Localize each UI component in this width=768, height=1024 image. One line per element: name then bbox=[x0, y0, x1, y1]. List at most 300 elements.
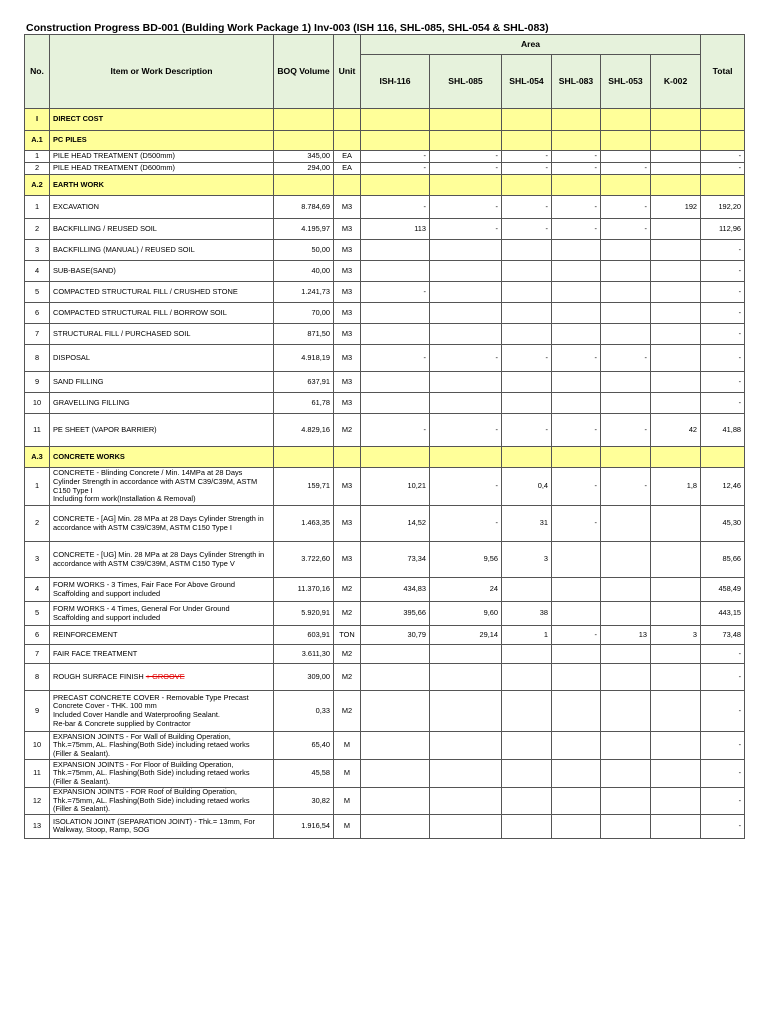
boq-volume: 4.918,19 bbox=[274, 345, 334, 372]
area-value bbox=[651, 240, 701, 261]
empty-cell bbox=[601, 109, 651, 131]
table-row bbox=[25, 196, 745, 219]
empty-cell bbox=[502, 109, 552, 131]
area-value: - bbox=[361, 163, 430, 175]
total-value: - bbox=[701, 261, 745, 282]
area-value bbox=[601, 814, 651, 838]
unit: M3 bbox=[334, 506, 361, 542]
unit: M3 bbox=[334, 393, 361, 414]
empty-cell bbox=[701, 109, 745, 131]
area-value bbox=[430, 372, 502, 393]
area-value bbox=[430, 303, 502, 324]
area-value bbox=[552, 282, 601, 303]
area-value bbox=[552, 664, 601, 691]
item-description: DISPOSAL bbox=[50, 345, 274, 372]
area-value: - bbox=[502, 196, 552, 219]
empty-cell bbox=[552, 175, 601, 196]
area-value: - bbox=[552, 196, 601, 219]
area-value: - bbox=[502, 345, 552, 372]
area-value bbox=[552, 691, 601, 732]
unit: EA bbox=[334, 151, 361, 163]
area-value bbox=[361, 760, 430, 788]
area-value bbox=[552, 602, 601, 626]
area-value bbox=[502, 303, 552, 324]
area-value: 73,34 bbox=[361, 542, 430, 578]
area-value: 9,60 bbox=[430, 602, 502, 626]
total-value: - bbox=[701, 393, 745, 414]
area-value: - bbox=[430, 151, 502, 163]
unit: M2 bbox=[334, 414, 361, 447]
section-title: DIRECT COST bbox=[50, 109, 274, 131]
item-number: 12 bbox=[25, 788, 50, 815]
area-value bbox=[552, 324, 601, 345]
table-row bbox=[25, 240, 745, 261]
area-value: - bbox=[361, 196, 430, 219]
empty-cell bbox=[274, 109, 334, 131]
area-value bbox=[651, 664, 701, 691]
area-value: 42 bbox=[651, 414, 701, 447]
area-value bbox=[651, 345, 701, 372]
item-number: 1 bbox=[25, 151, 50, 163]
area-value bbox=[430, 282, 502, 303]
area-value bbox=[552, 393, 601, 414]
area-value: - bbox=[430, 219, 502, 240]
area-value bbox=[601, 261, 651, 282]
item-number: 8 bbox=[25, 664, 50, 691]
total-value: 12,46 bbox=[701, 468, 745, 506]
item-description: PILE HEAD TREATMENT (D600mm) bbox=[50, 163, 274, 175]
table-row bbox=[25, 814, 745, 838]
col-item-header: Item or Work Description bbox=[50, 35, 274, 109]
table-row bbox=[25, 602, 745, 626]
area-value bbox=[601, 282, 651, 303]
area-value: - bbox=[502, 163, 552, 175]
area-value bbox=[361, 261, 430, 282]
boq-volume: 5.920,91 bbox=[274, 602, 334, 626]
table-row bbox=[25, 760, 745, 788]
empty-cell bbox=[430, 447, 502, 468]
item-description: BACKFILLING (MANUAL) / REUSED SOIL bbox=[50, 240, 274, 261]
empty-cell bbox=[361, 447, 430, 468]
area-value bbox=[361, 645, 430, 664]
item-number: 3 bbox=[25, 542, 50, 578]
table-row bbox=[25, 393, 745, 414]
unit: M2 bbox=[334, 645, 361, 664]
table-row bbox=[25, 691, 745, 732]
area-value bbox=[651, 732, 701, 760]
table-row bbox=[25, 345, 745, 372]
empty-cell bbox=[552, 131, 601, 151]
total-value: - bbox=[701, 732, 745, 760]
area-value: - bbox=[502, 151, 552, 163]
area-value: 434,83 bbox=[361, 578, 430, 602]
empty-cell bbox=[601, 131, 651, 151]
table-row bbox=[25, 372, 745, 393]
area-value bbox=[651, 393, 701, 414]
table-row bbox=[25, 645, 745, 664]
item-description: PRECAST CONCRETE COVER - Removable Type Precast Concrete Cover - THK. 100 mm Included Cover Handle and Waterproofing Sealant. Re-bar & Concrete supplied by Contractor bbox=[50, 691, 274, 732]
area-value: 30,79 bbox=[361, 626, 430, 645]
boq-volume: 309,00 bbox=[274, 664, 334, 691]
item-number: 9 bbox=[25, 372, 50, 393]
area-value bbox=[552, 814, 601, 838]
area-value bbox=[430, 645, 502, 664]
area-value bbox=[651, 602, 701, 626]
area-value: - bbox=[502, 219, 552, 240]
total-value: - bbox=[701, 345, 745, 372]
total-value: - bbox=[701, 645, 745, 664]
item-description: CONCRETE - [AG] Min. 28 MPa at 28 Days Cylinder Strength in accordance with ASTM C39/C39M, ASTM C150 Type I bbox=[50, 506, 274, 542]
item-description: EXCAVATION bbox=[50, 196, 274, 219]
section-number: A.2 bbox=[25, 175, 50, 196]
area-value: - bbox=[552, 626, 601, 645]
boq-volume: 603,91 bbox=[274, 626, 334, 645]
area-value bbox=[601, 732, 651, 760]
total-value: - bbox=[701, 814, 745, 838]
area-value: 0,4 bbox=[502, 468, 552, 506]
boq-volume: 45,58 bbox=[274, 760, 334, 788]
area-value bbox=[601, 303, 651, 324]
area-value bbox=[430, 814, 502, 838]
area-value bbox=[430, 393, 502, 414]
area-value: - bbox=[502, 414, 552, 447]
boq-volume: 8.784,69 bbox=[274, 196, 334, 219]
unit: M3 bbox=[334, 282, 361, 303]
area-value: 10,21 bbox=[361, 468, 430, 506]
area-value bbox=[552, 732, 601, 760]
boq-volume: 11.370,16 bbox=[274, 578, 334, 602]
total-value: - bbox=[701, 324, 745, 345]
item-description: ROUGH SURFACE FINISH + GROOVE bbox=[50, 664, 274, 691]
area-value: 3 bbox=[502, 542, 552, 578]
unit: M bbox=[334, 788, 361, 815]
area-value bbox=[601, 393, 651, 414]
area-value bbox=[502, 372, 552, 393]
empty-cell bbox=[651, 447, 701, 468]
col-area-header: Area bbox=[361, 35, 701, 55]
area-value bbox=[361, 788, 430, 815]
area-value: - bbox=[601, 468, 651, 506]
area-value bbox=[552, 303, 601, 324]
item-description: SUB-BASE(SAND) bbox=[50, 261, 274, 282]
boq-volume: 345,00 bbox=[274, 151, 334, 163]
empty-cell bbox=[430, 175, 502, 196]
boq-volume: 70,00 bbox=[274, 303, 334, 324]
boq-volume: 4.195,97 bbox=[274, 219, 334, 240]
item-number: 2 bbox=[25, 506, 50, 542]
total-value: 112,96 bbox=[701, 219, 745, 240]
empty-cell bbox=[651, 175, 701, 196]
table-row bbox=[25, 578, 745, 602]
total-value: - bbox=[701, 240, 745, 261]
empty-cell bbox=[274, 131, 334, 151]
area-value bbox=[651, 542, 701, 578]
item-description: STRUCTURAL FILL / PURCHASED SOIL bbox=[50, 324, 274, 345]
area-value bbox=[651, 578, 701, 602]
area-value bbox=[651, 219, 701, 240]
area-header: SHL-083 bbox=[552, 55, 601, 109]
area-value bbox=[430, 261, 502, 282]
area-value: - bbox=[552, 345, 601, 372]
area-value bbox=[502, 393, 552, 414]
area-value bbox=[651, 261, 701, 282]
empty-cell bbox=[334, 175, 361, 196]
unit: M3 bbox=[334, 324, 361, 345]
area-header: SHL-053 bbox=[601, 55, 651, 109]
area-value bbox=[430, 664, 502, 691]
area-value bbox=[651, 282, 701, 303]
area-value: 1,8 bbox=[651, 468, 701, 506]
empty-cell bbox=[701, 131, 745, 151]
area-value bbox=[502, 578, 552, 602]
total-value: - bbox=[701, 664, 745, 691]
item-description: SAND FILLING bbox=[50, 372, 274, 393]
area-value bbox=[651, 760, 701, 788]
area-value bbox=[361, 240, 430, 261]
unit: M bbox=[334, 760, 361, 788]
area-value bbox=[502, 664, 552, 691]
area-value: - bbox=[601, 196, 651, 219]
item-number: 10 bbox=[25, 732, 50, 760]
area-value bbox=[651, 303, 701, 324]
boq-volume: 3.611,30 bbox=[274, 645, 334, 664]
total-value: 443,15 bbox=[701, 602, 745, 626]
item-number: 4 bbox=[25, 578, 50, 602]
area-value: - bbox=[601, 345, 651, 372]
item-number: 11 bbox=[25, 414, 50, 447]
item-description: EXPANSION JOINTS - For Floor of Building Operation, Thk.=75mm, AL. Flashing(Both Side) including retaed works (Filler & Sealant). bbox=[50, 760, 274, 788]
area-value bbox=[502, 814, 552, 838]
empty-cell bbox=[361, 175, 430, 196]
item-description: GRAVELLING FILLING bbox=[50, 393, 274, 414]
area-value bbox=[502, 324, 552, 345]
unit: M3 bbox=[334, 542, 361, 578]
boq-volume: 159,71 bbox=[274, 468, 334, 506]
area-value: - bbox=[601, 414, 651, 447]
unit: M3 bbox=[334, 196, 361, 219]
table-row bbox=[25, 626, 745, 645]
unit: EA bbox=[334, 163, 361, 175]
area-value: 113 bbox=[361, 219, 430, 240]
area-value bbox=[430, 324, 502, 345]
area-value bbox=[430, 788, 502, 815]
item-description: PILE HEAD TREATMENT (D500mm) bbox=[50, 151, 274, 163]
area-header: ISH-116 bbox=[361, 55, 430, 109]
area-value bbox=[361, 324, 430, 345]
item-number: 10 bbox=[25, 393, 50, 414]
table-row bbox=[25, 732, 745, 760]
empty-cell bbox=[651, 109, 701, 131]
section-title: CONCRETE WORKS bbox=[50, 447, 274, 468]
item-description: EXPANSION JOINTS - FOR Roof of Building Operation, Thk.=75mm, AL. Flashing(Both Side) including retaed works (Filler & Sealant). bbox=[50, 788, 274, 815]
table-row bbox=[25, 219, 745, 240]
total-value: 41,88 bbox=[701, 414, 745, 447]
area-value bbox=[361, 303, 430, 324]
total-value: - bbox=[701, 372, 745, 393]
col-total-header: Total bbox=[701, 35, 745, 109]
boq-volume: 3.722,60 bbox=[274, 542, 334, 578]
boq-volume: 30,82 bbox=[274, 788, 334, 815]
total-value: 45,30 bbox=[701, 506, 745, 542]
empty-cell bbox=[430, 109, 502, 131]
table-row bbox=[25, 788, 745, 815]
area-value bbox=[601, 324, 651, 345]
area-value bbox=[651, 324, 701, 345]
item-number: 6 bbox=[25, 303, 50, 324]
area-header: K-002 bbox=[651, 55, 701, 109]
area-value: - bbox=[430, 468, 502, 506]
item-description: ISOLATION JOINT (SEPARATION JOINT) - Thk.= 13mm, For Walkway, Stoop, Ramp, SOG bbox=[50, 814, 274, 838]
area-value: - bbox=[552, 468, 601, 506]
area-value bbox=[552, 645, 601, 664]
unit: M2 bbox=[334, 664, 361, 691]
table-body bbox=[25, 109, 745, 839]
boq-volume: 61,78 bbox=[274, 393, 334, 414]
unit: M bbox=[334, 732, 361, 760]
area-value bbox=[361, 664, 430, 691]
empty-cell bbox=[274, 447, 334, 468]
col-boq-header: BOQ Volume bbox=[274, 35, 334, 109]
table-row bbox=[25, 303, 745, 324]
item-description: REINFORCEMENT bbox=[50, 626, 274, 645]
area-value: - bbox=[552, 151, 601, 163]
empty-cell bbox=[334, 131, 361, 151]
area-value bbox=[430, 732, 502, 760]
area-value bbox=[502, 760, 552, 788]
item-description: FAIR FACE TREATMENT bbox=[50, 645, 274, 664]
item-number: 11 bbox=[25, 760, 50, 788]
empty-cell bbox=[552, 109, 601, 131]
table-row bbox=[25, 163, 745, 175]
area-value: - bbox=[430, 414, 502, 447]
item-description: CONCRETE - Blinding Concrete / Min. 14MPa at 28 Days Cylinder Strength in accordance with ASTM C39/C39M, ASTM C150 Type I Including form work(Installation & Removal) bbox=[50, 468, 274, 506]
unit: M bbox=[334, 814, 361, 838]
boq-volume: 1.916,54 bbox=[274, 814, 334, 838]
total-value: - bbox=[701, 282, 745, 303]
area-value bbox=[361, 691, 430, 732]
empty-cell bbox=[361, 109, 430, 131]
boq-volume: 50,00 bbox=[274, 240, 334, 261]
area-value bbox=[651, 814, 701, 838]
section-number: I bbox=[25, 109, 50, 131]
boq-volume: 40,00 bbox=[274, 261, 334, 282]
area-value bbox=[651, 163, 701, 175]
area-value: 395,66 bbox=[361, 602, 430, 626]
boq-volume: 1.463,35 bbox=[274, 506, 334, 542]
area-value bbox=[430, 240, 502, 261]
area-value bbox=[601, 645, 651, 664]
item-number: 8 bbox=[25, 345, 50, 372]
area-value bbox=[552, 240, 601, 261]
area-value bbox=[502, 261, 552, 282]
area-value: - bbox=[361, 414, 430, 447]
total-value: - bbox=[701, 691, 745, 732]
empty-cell bbox=[334, 109, 361, 131]
section-title: EARTH WORK bbox=[50, 175, 274, 196]
table-row bbox=[25, 151, 745, 163]
total-value: 458,49 bbox=[701, 578, 745, 602]
section-number: A.3 bbox=[25, 447, 50, 468]
area-value: - bbox=[552, 219, 601, 240]
unit: M2 bbox=[334, 602, 361, 626]
col-no-header: No. bbox=[25, 35, 50, 109]
area-value: 24 bbox=[430, 578, 502, 602]
section-number: A.1 bbox=[25, 131, 50, 151]
empty-cell bbox=[651, 131, 701, 151]
empty-cell bbox=[334, 447, 361, 468]
area-value bbox=[601, 578, 651, 602]
item-number: 7 bbox=[25, 645, 50, 664]
item-description: FORM WORKS - 4 Times, General For Under Ground Scaffolding and support included bbox=[50, 602, 274, 626]
section-row bbox=[25, 109, 745, 131]
area-value bbox=[502, 691, 552, 732]
area-value: - bbox=[552, 414, 601, 447]
area-value bbox=[601, 664, 651, 691]
total-value: 85,66 bbox=[701, 542, 745, 578]
area-value: 3 bbox=[651, 626, 701, 645]
boq-volume: 0,33 bbox=[274, 691, 334, 732]
unit: TON bbox=[334, 626, 361, 645]
area-value bbox=[552, 788, 601, 815]
empty-cell bbox=[601, 175, 651, 196]
unit: M3 bbox=[334, 468, 361, 506]
area-value bbox=[601, 691, 651, 732]
boq-volume: 4.829,16 bbox=[274, 414, 334, 447]
item-number: 1 bbox=[25, 468, 50, 506]
item-description: COMPACTED STRUCTURAL FILL / BORROW SOIL bbox=[50, 303, 274, 324]
area-value: - bbox=[430, 506, 502, 542]
area-value: - bbox=[361, 345, 430, 372]
area-value bbox=[601, 506, 651, 542]
area-value: 9,56 bbox=[430, 542, 502, 578]
area-value: - bbox=[601, 163, 651, 175]
area-value: 38 bbox=[502, 602, 552, 626]
area-value bbox=[552, 760, 601, 788]
unit: M3 bbox=[334, 261, 361, 282]
item-number: 2 bbox=[25, 163, 50, 175]
area-value: 29,14 bbox=[430, 626, 502, 645]
area-value bbox=[502, 645, 552, 664]
area-value bbox=[552, 542, 601, 578]
area-value bbox=[651, 372, 701, 393]
unit: M2 bbox=[334, 578, 361, 602]
area-value bbox=[651, 151, 701, 163]
item-number: 2 bbox=[25, 219, 50, 240]
boq-volume: 294,00 bbox=[274, 163, 334, 175]
unit: M3 bbox=[334, 219, 361, 240]
table-row bbox=[25, 261, 745, 282]
empty-cell bbox=[601, 447, 651, 468]
item-number: 13 bbox=[25, 814, 50, 838]
col-unit-header: Unit bbox=[334, 35, 361, 109]
area-header: SHL-085 bbox=[430, 55, 502, 109]
table-row bbox=[25, 506, 745, 542]
table-row bbox=[25, 282, 745, 303]
unit: M3 bbox=[334, 345, 361, 372]
section-title: PC PILES bbox=[50, 131, 274, 151]
area-value bbox=[651, 788, 701, 815]
item-number: 3 bbox=[25, 240, 50, 261]
area-value bbox=[651, 506, 701, 542]
area-value bbox=[601, 602, 651, 626]
area-value: - bbox=[552, 163, 601, 175]
total-value: 73,48 bbox=[701, 626, 745, 645]
table-row bbox=[25, 468, 745, 506]
area-value: - bbox=[430, 163, 502, 175]
struck-text: + GROOVE bbox=[145, 671, 185, 681]
area-header: SHL-054 bbox=[502, 55, 552, 109]
area-value bbox=[651, 691, 701, 732]
